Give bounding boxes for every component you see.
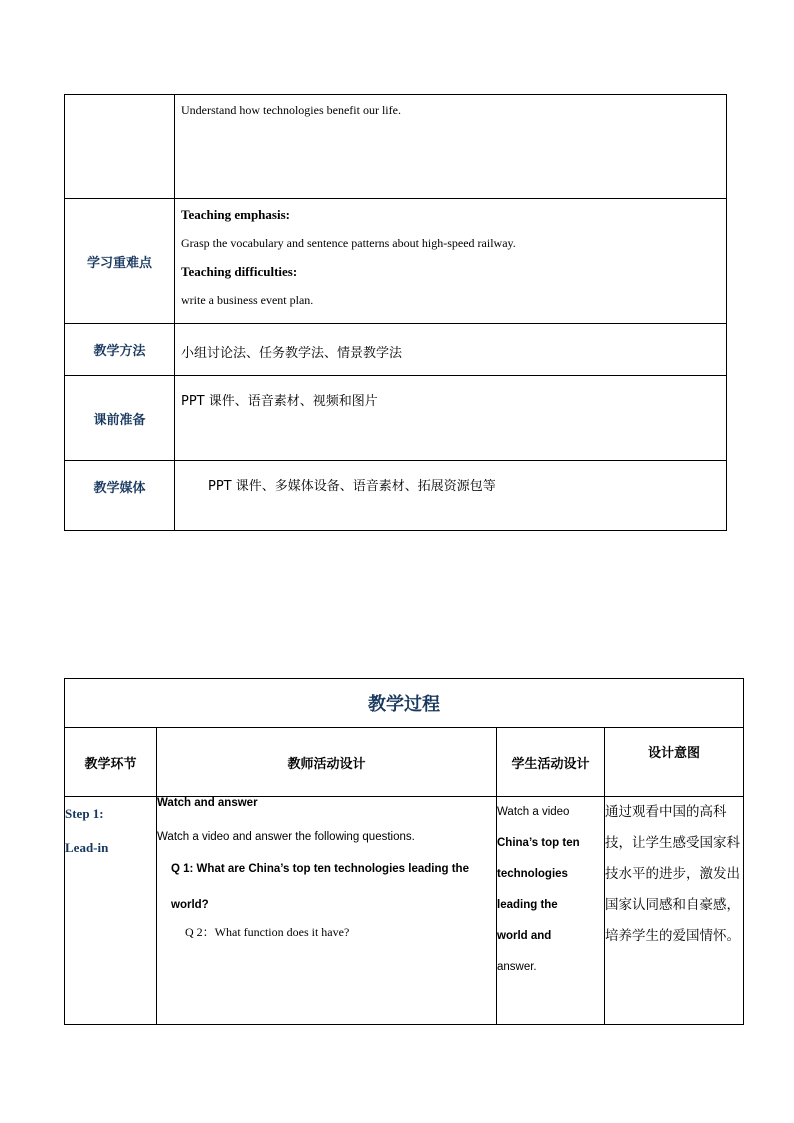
process-title: 教学过程 [65, 679, 744, 728]
step-cell [65, 797, 157, 1025]
teacher-activity [157, 797, 497, 1025]
header-teacher: 教师活动设计 [157, 728, 497, 797]
method-label: 教学方法 [65, 324, 175, 376]
question-2: Q 2：What function does it have? [185, 925, 350, 939]
course-info-table [64, 94, 727, 531]
preparation-label: 课前准备 [65, 376, 175, 461]
step-name: Lead-in [65, 840, 109, 855]
header-stage: 教学环节 [65, 728, 157, 797]
teaching-process-table [64, 678, 744, 1025]
media-text: PPT 课件、多媒体设备、语音素材、拓展资源包等 [175, 461, 727, 531]
student-line: world and [497, 930, 552, 942]
student-line: answer. [497, 961, 537, 973]
step-label: Step 1: [65, 806, 104, 821]
teacher-heading: Watch and answer [157, 797, 258, 809]
header-intent: 设计意图 [605, 728, 744, 797]
student-line: China’s top ten [497, 837, 580, 849]
student-activity [497, 797, 605, 1025]
row-label-empty [65, 95, 175, 199]
header-student: 学生活动设计 [497, 728, 605, 797]
difficulty-text: write a business event plan. [181, 293, 314, 307]
key-points-content [175, 199, 727, 324]
student-line: leading the [497, 899, 558, 911]
key-points-label: 学习重难点 [65, 199, 175, 324]
design-intent: 通过观看中国的高科技，让学生感受国家科技水平的进步，激发出国家认同感和自豪感，培养学生的爱国情怀。 [605, 797, 744, 1025]
media-label: 教学媒体 [65, 461, 175, 531]
question-1: Q 1: What are China’s top ten technologies leading the world? [171, 863, 469, 911]
teacher-instruction: Watch a video and answer the following questions. [157, 831, 415, 843]
preparation-text: PPT 课件、语音素材、视频和图片 [175, 376, 727, 461]
objective-text: Understand how technologies benefit our life. [175, 95, 727, 199]
student-line: Watch a video [497, 806, 570, 818]
difficulty-heading: Teaching difficulties: [181, 264, 298, 279]
emphasis-heading: Teaching emphasis: [181, 207, 290, 222]
student-line: technologies [497, 868, 568, 880]
method-text: 小组讨论法、任务教学法、情景教学法 [175, 324, 727, 376]
emphasis-text: Grasp the vocabulary and sentence patterns about high-speed railway. [181, 236, 516, 250]
